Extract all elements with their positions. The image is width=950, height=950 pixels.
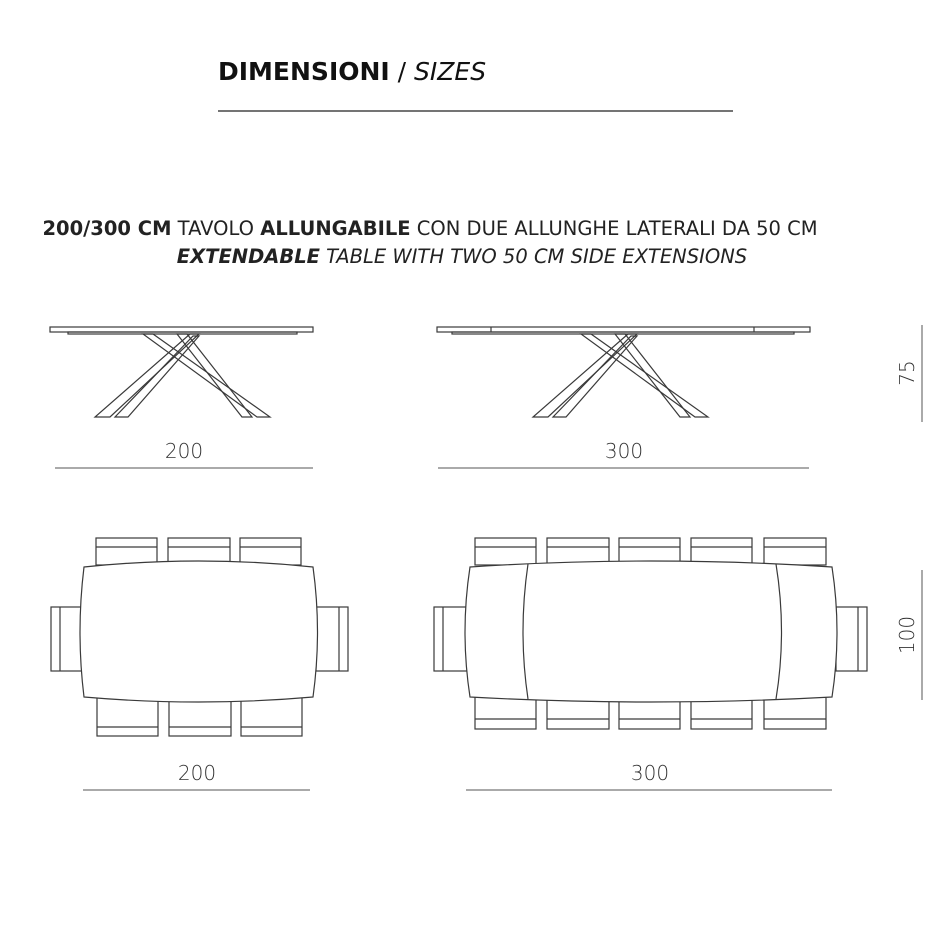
height-label: 75 <box>895 360 919 386</box>
top-closed-length-label: 200 <box>177 761 217 785</box>
depth-label: 100 <box>895 615 919 655</box>
table-legs <box>95 334 270 417</box>
table-top <box>80 561 318 702</box>
side-closed-length-label: 200 <box>164 439 204 463</box>
side-view-closed-table <box>50 327 313 417</box>
description-english: EXTENDABLE TABLE WITH TWO 50 CM SIDE EXTENSIONS <box>176 245 748 268</box>
top-view-closed-table <box>51 538 348 736</box>
top-extended-length-label: 300 <box>630 761 670 785</box>
top-view-extended-table <box>434 538 867 729</box>
side-view-extended-table <box>437 327 810 417</box>
description-italian: 200/300 CM TAVOLO ALLUNGABILE CON DUE ALLUNGHE LATERALI DA 50 CM <box>42 217 818 240</box>
page-title: DIMENSIONI / SIZES <box>218 57 487 86</box>
side-extended-length-label: 300 <box>604 439 644 463</box>
table-legs <box>533 334 708 417</box>
